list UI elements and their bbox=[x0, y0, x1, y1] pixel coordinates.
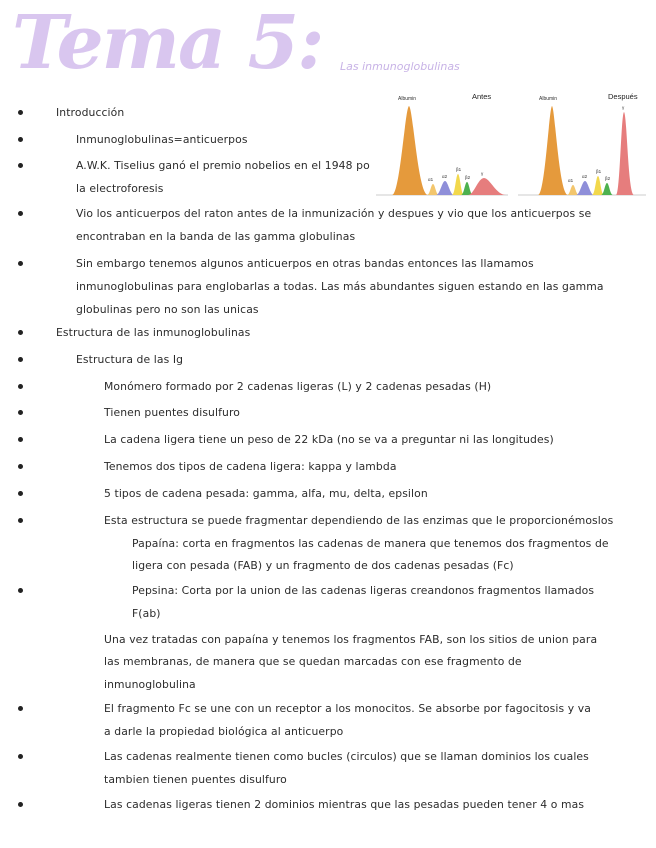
after-albumin-label: Albumin bbox=[539, 96, 558, 102]
note-line: Tienen puentes disulfuro bbox=[104, 406, 240, 419]
bullet bbox=[18, 437, 23, 442]
note-line: Tenemos dos tipos de cadena ligera: kappa y lambda bbox=[104, 460, 397, 473]
note-line: las membranas, de manera que se quedan marcadas con ese fragmento de bbox=[104, 655, 522, 668]
bullet bbox=[18, 163, 23, 168]
note-line: Sin embargo tenemos algunos anticuerpos en otras bandas entonces las llamamos bbox=[76, 257, 534, 270]
page-subtitle: Las inmunoglobulinas bbox=[340, 60, 460, 73]
bullet bbox=[18, 261, 23, 266]
note-line: 5 tipos de cadena pesada: gamma, alfa, mu, delta, epsilon bbox=[104, 487, 428, 500]
before-label: Antes bbox=[472, 92, 492, 101]
note-line: Esta estructura se puede fragmentar dependiendo de las enzimas que le proporcionémoslos bbox=[104, 514, 614, 527]
note-line: Las cadenas ligeras tienen 2 dominios mientras que las pesadas pueden tener 4 o mas bbox=[104, 798, 585, 811]
bullet bbox=[18, 802, 23, 807]
note-line: Estructura de las Ig bbox=[76, 353, 184, 366]
after-beta2-label: β2 bbox=[605, 176, 611, 181]
after-gamma-label: γ bbox=[622, 105, 625, 110]
note-line: inmunoglobulina bbox=[104, 678, 196, 691]
after-alpha1-label: α1 bbox=[568, 178, 574, 183]
before-gamma-label: γ bbox=[481, 171, 484, 176]
note-line: F(ab) bbox=[132, 607, 161, 620]
bullet bbox=[18, 754, 23, 759]
bullet bbox=[18, 330, 23, 335]
bullet bbox=[18, 357, 23, 362]
note-line: La cadena ligera tiene un peso de 22 kDa (no se va a preguntar ni las longitudes) bbox=[104, 433, 554, 446]
note-line: Estructura de las inmunoglobulinas bbox=[56, 326, 251, 339]
note-line: ligera con pesada (FAB) y un fragmento de dos cadenas pesadas (Fc) bbox=[132, 559, 514, 572]
bullet bbox=[18, 706, 23, 711]
before-beta1-label: β1 bbox=[456, 167, 462, 172]
note-line: a darle la propiedad biológica al anticuerpo bbox=[104, 725, 344, 738]
before-albumin-label: Albumin bbox=[398, 96, 417, 102]
before-alpha2-label: α2 bbox=[442, 174, 448, 179]
note-line: Una vez tratadas con papaína y tenemos los fragmentos FAB, son los sitios de union para bbox=[104, 633, 598, 646]
bullet bbox=[18, 491, 23, 496]
after-beta1-label: β1 bbox=[596, 169, 602, 174]
bullet bbox=[18, 211, 23, 216]
bullet bbox=[18, 137, 23, 142]
note-line: Monómero formado por 2 cadenas ligeras (L) y 2 cadenas pesadas (H) bbox=[104, 380, 492, 393]
note-line: Vio los anticuerpos del raton antes de la inmunización y despues y vio que los anticuerpos se bbox=[76, 207, 592, 220]
note-line: Papaína: corta en fragmentos las cadenas de manera que tenemos dos fragmentos de bbox=[132, 537, 609, 550]
note-line: encontraban en la banda de las gamma globulinas bbox=[76, 230, 356, 243]
note-line: inmunoglobulinas para englobarlas a todas. Las más abundantes siguen estando en las gamma bbox=[76, 280, 604, 293]
bullet bbox=[18, 464, 23, 469]
note-line: Inmunoglobulinas=anticuerpos bbox=[76, 133, 248, 146]
before-beta2-label: β2 bbox=[465, 175, 471, 180]
note-line: Las cadenas realmente tienen como bucles (circulos) que se llaman dominios los cuales bbox=[104, 750, 589, 763]
page-title: Tema 5: bbox=[12, 0, 323, 86]
bullet bbox=[18, 410, 23, 415]
bullet bbox=[18, 588, 23, 593]
after-label: Después bbox=[608, 92, 638, 101]
note-line: Introducción bbox=[56, 106, 125, 119]
after-alpha2-label: α2 bbox=[582, 174, 588, 179]
note-line: globulinas pero no son las unicas bbox=[76, 303, 259, 316]
note-line: Pepsina: Corta por la union de las cadenas ligeras creandonos fragmentos llamados bbox=[132, 584, 595, 597]
note-line: tambien tienen puentes disulfuro bbox=[104, 773, 287, 786]
note-line: El fragmento Fc se une con un receptor a los monocitos. Se absorbe por fagocitosis y va bbox=[104, 702, 591, 715]
bullet bbox=[18, 110, 23, 115]
note-line: la electroforesis bbox=[76, 182, 164, 195]
before-alpha1-label: α1 bbox=[428, 177, 434, 182]
note-line: A.W.K. Tiselius ganó el premio nobelios en el 1948 po bbox=[76, 159, 370, 172]
bullet bbox=[18, 384, 23, 389]
bullet bbox=[18, 518, 23, 523]
